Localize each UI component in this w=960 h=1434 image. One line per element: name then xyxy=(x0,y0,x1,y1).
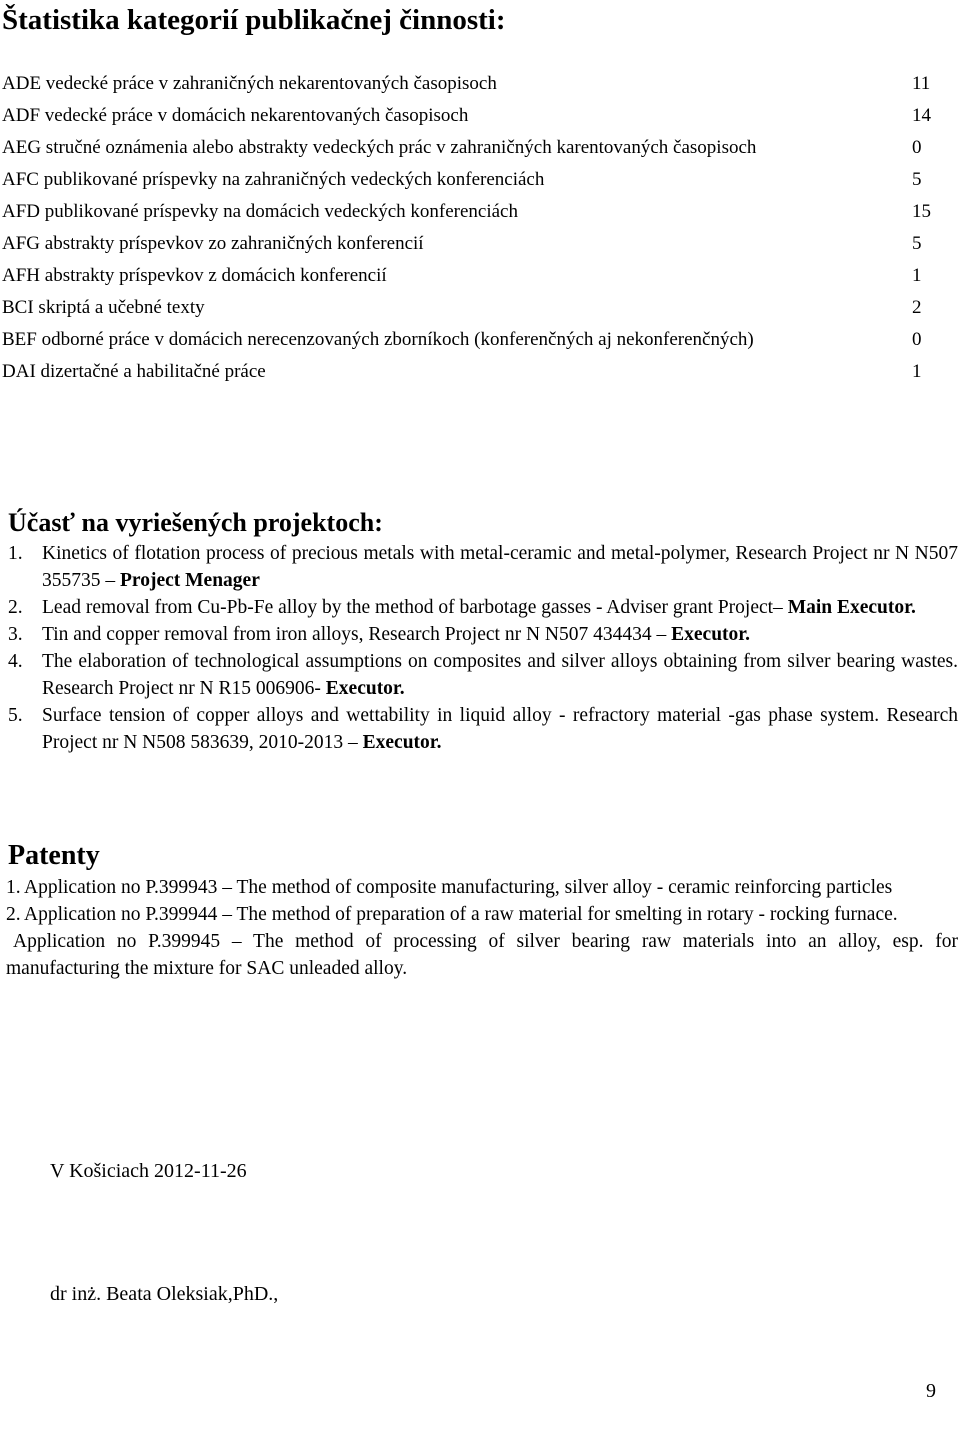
list-item xyxy=(0,928,958,982)
patents-heading: Patenty xyxy=(8,840,100,871)
table-row xyxy=(0,356,960,388)
signature: dr inż. Beata Oleksiak,PhD., xyxy=(50,1283,279,1305)
stat-value: 11 xyxy=(912,73,931,94)
list-item xyxy=(0,702,958,756)
project-role: Executor. xyxy=(362,732,442,753)
stat-value: 14 xyxy=(912,105,931,126)
list-number: 2. xyxy=(8,597,23,618)
list-number: 2. xyxy=(6,904,21,925)
table-row xyxy=(0,292,960,324)
patent-text: Application no P.399945 – The method of processing of silver bearing raw materials into an alloy, esp. for manufacturing the mixture for SAC unleaded alloy. xyxy=(6,931,958,979)
table-row xyxy=(0,132,960,164)
page-number: 9 xyxy=(926,1380,936,1402)
list-number: 1. xyxy=(8,543,23,564)
publication-stats-table xyxy=(0,68,960,388)
page-title: Štatistika kategorií publikačnej činnosti: xyxy=(2,4,506,36)
place-date: V Košiciach 2012-11-26 xyxy=(50,1160,247,1182)
stat-label: ADE vedecké práce v zahraničných nekarentovaných časopisoch xyxy=(2,73,497,94)
table-row xyxy=(0,196,960,228)
project-role: Project Menager xyxy=(120,570,260,591)
projects-list xyxy=(0,540,958,756)
project-role: Executor. xyxy=(325,678,405,699)
list-item xyxy=(0,621,958,648)
project-role: Executor. xyxy=(671,624,751,645)
list-item xyxy=(0,594,958,621)
list-item xyxy=(0,874,958,901)
stat-label: AFH abstrakty príspevkov z domácich konferencií xyxy=(2,265,387,286)
stat-value: 1 xyxy=(912,361,922,382)
list-number: 1. xyxy=(6,877,21,898)
list-item xyxy=(0,901,958,928)
patent-text: Application no P.399944 – The method of preparation of a raw material for smelting in rotary - rocking furnace. xyxy=(24,904,898,925)
stat-label: BEF odborné práce v domácich nerecenzovaných zborníkoch (konferenčných aj nekonferenčných) xyxy=(2,329,754,350)
project-text: The elaboration of technological assumptions on composites and silver alloys obtaining from silver bearing wastes. Research Project nr N R15 006906- xyxy=(42,651,958,699)
stat-value: 0 xyxy=(912,137,922,158)
table-row xyxy=(0,100,960,132)
stat-value: 15 xyxy=(912,201,931,222)
stat-label: AFC publikované príspevky na zahraničných vedeckých konferenciách xyxy=(2,169,545,190)
stat-label: DAI dizertačné a habilitačné práce xyxy=(2,361,266,382)
table-row xyxy=(0,68,960,100)
project-role: Main Executor. xyxy=(787,597,916,618)
list-number: 3. xyxy=(8,624,23,645)
stat-value: 0 xyxy=(912,329,922,350)
patents-list xyxy=(0,874,958,982)
stat-label: BCI skriptá a učebné texty xyxy=(2,297,205,318)
list-item xyxy=(0,648,958,702)
list-number: 5. xyxy=(8,705,23,726)
project-text: Lead removal from Cu-Pb-Fe alloy by the method of barbotage gasses - Adviser grant Project– xyxy=(42,597,788,618)
projects-heading: Účasť na vyriešených projektoch: xyxy=(8,508,383,537)
stat-label: AFG abstrakty príspevkov zo zahraničných konferencií xyxy=(2,233,424,254)
table-row xyxy=(0,324,960,356)
stat-value: 1 xyxy=(912,265,922,286)
stat-value: 2 xyxy=(912,297,922,318)
patent-text: Application no P.399943 – The method of composite manufacturing, silver alloy - ceramic reinforcing particles xyxy=(24,877,893,898)
stat-label: AFD publikované príspevky na domácich vedeckých konferenciách xyxy=(2,201,518,222)
table-row xyxy=(0,164,960,196)
stat-value: 5 xyxy=(912,233,922,254)
table-row xyxy=(0,228,960,260)
list-number: 4. xyxy=(8,651,23,672)
project-text: Tin and copper removal from iron alloys, Research Project nr N N507 434434 – xyxy=(42,624,672,645)
project-text: Surface tension of copper alloys and wettability in liquid alloy - refractory material -gas phase system. Research Project nr N N508 583639, 2010-2013 – xyxy=(42,705,958,753)
stat-label: ADF vedecké práce v domácich nekarentovaných časopisoch xyxy=(2,105,469,126)
list-item xyxy=(0,540,958,594)
stat-value: 5 xyxy=(912,169,922,190)
stat-label: AEG stručné oznámenia alebo abstrakty vedeckých prác v zahraničných karentovaných časopisoch xyxy=(2,137,757,158)
table-row xyxy=(0,260,960,292)
project-text: Kinetics of flotation process of precious metals with metal-ceramic and metal-polymer, Research Project nr N N507 355735 – xyxy=(42,543,958,591)
